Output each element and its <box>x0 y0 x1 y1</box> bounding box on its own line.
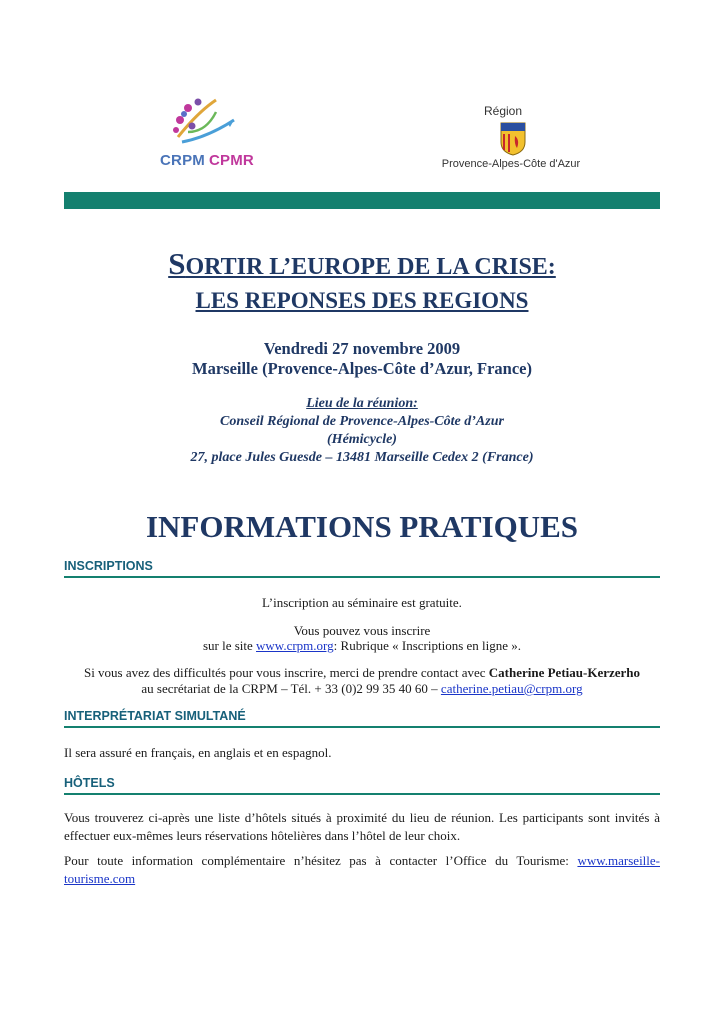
crpm-label: CRPM <box>160 152 205 169</box>
interpretation-text: Il sera assuré en français, en anglais et en espagnol. <box>64 745 332 760</box>
venue-line-1: Conseil Régional de Provence-Alpes-Côte d’Azur <box>220 414 504 429</box>
site-prefix: sur le site <box>202 638 257 653</box>
event-title-rest: ORTIR L’EUROPE DE LA CRISE: <box>185 254 556 280</box>
venue-label: Lieu de la réunion: <box>306 396 418 411</box>
main-title: INFORMATIONS PRATIQUES <box>145 509 579 544</box>
inscriptions-heading: INSCRIPTIONS <box>64 559 660 578</box>
crpm-emblem-icon <box>158 92 268 154</box>
region-logo <box>426 104 596 184</box>
hotels-text: Vous trouverez ci-après une liste d’hôtels situés à proximité du lieu de réunion. Les participants sont invités à effectuer eux-mêmes leurs réservations hôtelières dans l’hôtel de leur choix. <box>64 810 660 843</box>
region-logo-title: Région <box>484 104 523 118</box>
tourism-text: Pour toute information complémentaire n’hésitez pas à contacter l’Office du Tourisme: <box>64 853 578 868</box>
contact-email-link[interactable]: catherine.petiau@crpm.org <box>440 681 583 696</box>
venue-line-2: (Hémicycle) <box>327 432 397 447</box>
inscription-secretariat-line <box>64 681 660 697</box>
crpm-site-link[interactable]: www.crpm.org <box>256 638 334 653</box>
header-band <box>64 192 660 209</box>
difficulty-text: Si vous avez des difficultés pour vous inscrire, merci de prendre contact avec <box>83 665 489 680</box>
crpm-logo <box>158 92 268 182</box>
interpretation-heading: INTERPRÉTARIAT SIMULTANÉ <box>64 709 660 728</box>
inscription-site-line <box>64 638 660 654</box>
hotels-heading: HÔTELS <box>64 776 660 795</box>
event-place: Marseille (Provence-Alpes-Côte d’Azur, France) <box>192 359 532 378</box>
cpmr-label: CPMR <box>208 152 254 169</box>
event-subtitle: LES REPONSES DES REGIONS <box>195 288 529 313</box>
region-logo-name: Provence-Alpes-Côte d'Azur <box>441 158 581 170</box>
venue-line-3: 27, place Jules Guesde – 13481 Marseille Cedex 2 (France) <box>190 450 534 465</box>
event-date: Vendredi 27 novembre 2009 <box>263 339 461 358</box>
event-title <box>64 246 660 282</box>
tourism-paragraph <box>64 852 660 888</box>
region-coat-of-arms-icon <box>500 122 526 156</box>
crpm-brand-text <box>160 152 254 169</box>
event-title-initial: S <box>168 246 186 281</box>
tourism-site-link[interactable]: www.marseille-tourisme.com <box>64 853 660 886</box>
inscription-free-text: L’inscription au séminaire est gratuite. <box>262 595 462 610</box>
site-suffix: : Rubrique « Inscriptions en ligne ». <box>333 638 522 653</box>
inscription-difficulty-line <box>64 665 660 681</box>
inscription-can-register: Vous pouvez vous inscrire <box>293 623 431 638</box>
secretariat-text: au secrétariat de la CRPM – Tél. + 33 (0)2 99 35 40 60 – <box>141 681 441 696</box>
contact-name: Catherine Petiau-Kerzerho <box>488 665 641 680</box>
